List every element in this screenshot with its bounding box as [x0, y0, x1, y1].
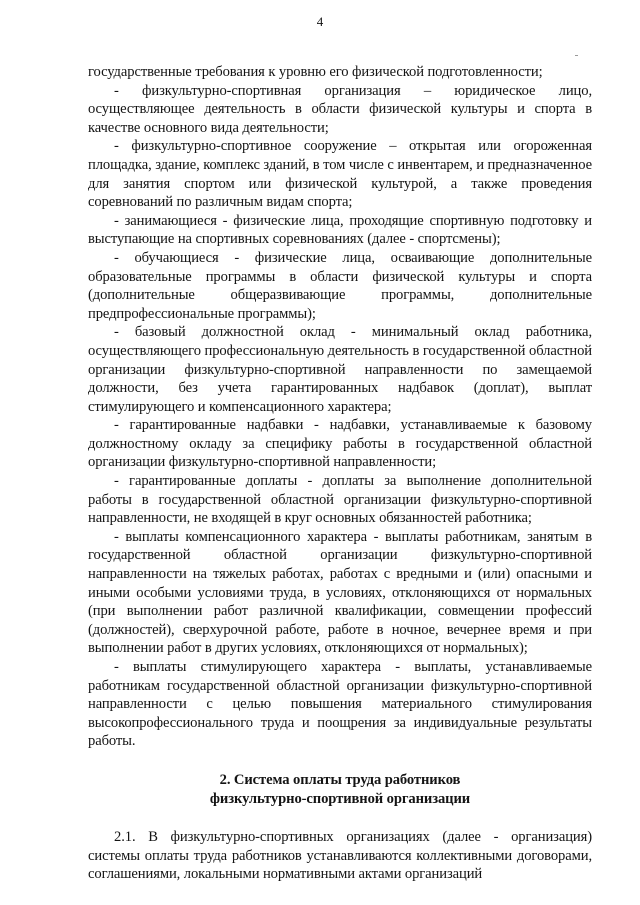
definition-athletes: - занимающиеся - физические лица, проходящие спортивную подготовку и выступающие на спортивных соревнованиях (далее - спортсмены);	[88, 212, 592, 248]
definition-students: - обучающиеся - физические лица, осваивающие дополнительные образовательные программы в области физической культуры и спорта (дополнительные общеразвивающие программы, дополнительные предпрофессиональные программы);	[88, 249, 592, 322]
definition-sports-facility: - физкультурно-спортивное сооружение – открытая или огороженная площадка, здание, комплекс зданий, в том числе с инвентарем, и предназначенное для занятия спортом или физической культурой, а также проведения соревнований по различным видам спорта;	[88, 138, 592, 211]
section-heading-line-2: физкультурно-спортивной организации	[209, 790, 471, 807]
definition-sports-organization: - физкультурно-спортивная организация – юридическое лицо, осуществляющее деятельность в области физической культуры и спорта в качестве основного вида деятельности;	[88, 82, 592, 136]
document-body	[88, 63, 592, 884]
definition-incentive-payments: - выплаты стимулирующего характера - выплаты, устанавливаемые работникам государственной областной организации физкультурно-спортивной направленности с целью повышения материального стимулирования высокопрофессионального труда и поощрения за индивидуальные результаты работы.	[88, 659, 592, 750]
section-heading-line-1: 2. Система оплаты труда работников	[219, 771, 461, 788]
definition-base-salary: - базовый должностной оклад - минимальный оклад работника, осуществляющего профессиональную деятельность в государственной областной организации физкультурно-спортивной направленности по замещаемой должности, без учета гарантированных надбавок (доплат), выплат стимулирующего и компенсационного характера;	[88, 324, 592, 415]
paragraph-2-1: 2.1. В физкультурно-спортивных организациях (далее - организация) системы оплаты труда работников устанавливаются коллективными договорами, соглашениями, локальными нормативными актами организаций	[88, 829, 592, 883]
definition-compensation-payments: - выплаты компенсационного характера - выплаты работникам, занятым в государственной областной организации физкультурно-спортивной направленности на тяжелых работах, работах с вредными и (или) опасными и иными особыми условиями труда, в условиях, отклоняющихся от нормальных (при выполнении работ различной квалификации, совмещении профессий (должностей), сверхурочной работе, работе в ночное, вечернее время и при выполнении работ в других условиях, отклоняющихся от нормальных);	[88, 528, 592, 657]
definition-guaranteed-allowances: - гарантированные надбавки - надбавки, устанавливаемые к базовому должностному окладу за специфику работы в государственной областной организации физкультурно-спортивной направленности;	[88, 417, 592, 471]
scan-mark	[575, 55, 578, 56]
paragraph-continuation: государственные требования к уровню его физической подготовленности;	[88, 64, 543, 80]
page-number: 4	[316, 14, 324, 29]
section-heading	[88, 771, 592, 808]
definition-guaranteed-surcharges: - гарантированные доплаты - доплаты за выполнение дополнительной работы в государственной областной организации физкультурно-спортивной направленности, не входящей в круг основных обязанностей работника;	[88, 473, 592, 527]
